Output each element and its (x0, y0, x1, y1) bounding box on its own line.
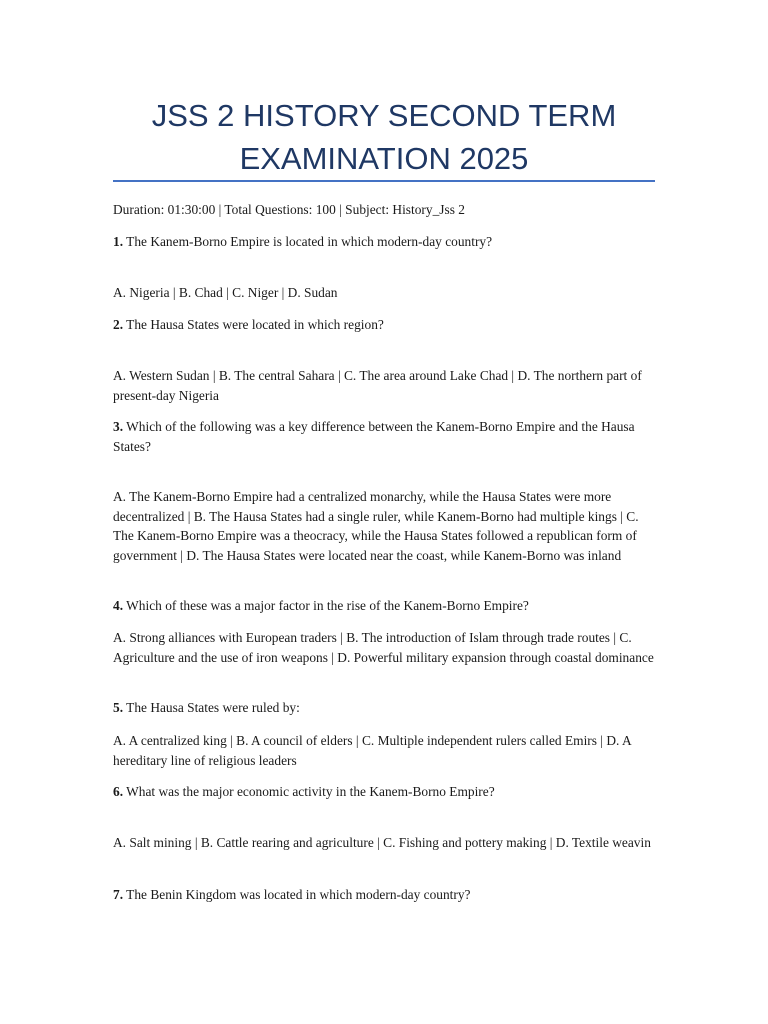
question-3-options: A. The Kanem-Borno Empire had a centralized monarchy, while the Hausa States were more decentralized | B. The Hausa States had a single ruler, while Kanem-Borno had multiple kings | C. The Kanem-Borno Empire was a theocracy, while the Hausa States followed a republican form of government | D. The Hausa States were located near the coast, while Kanem-Borno was inland (113, 489, 639, 563)
question-text: The Benin Kingdom was located in which modern-day country? (126, 887, 471, 902)
question-number: 4. (113, 598, 124, 613)
question-5-options: A. A centralized king | B. A council of elders | C. Multiple independent rulers called Emirs | D. A hereditary line of religious leaders (113, 733, 631, 768)
question-2 (113, 315, 658, 335)
question-number: 5. (113, 700, 124, 715)
question-text: Which of these was a major factor in the rise of the Kanem-Borno Empire? (126, 598, 529, 613)
question-4-options: A. Strong alliances with European traders | B. The introduction of Islam through trade routes | C. Agriculture and the use of iron weapons | D. Powerful military expansion through coastal dominance (113, 630, 654, 665)
question-1-options: A. Nigeria | B. Chad | C. Niger | D. Sudan (113, 285, 338, 300)
question-text: Which of the following was a key difference between the Kanem-Borno Empire and the Hausa States? (113, 419, 635, 454)
exam-meta: Duration: 01:30:00 | Total Questions: 100 | Subject: History_Jss 2 (113, 202, 465, 217)
title-line-1: JSS 2 HISTORY SECOND TERM (151, 98, 617, 133)
question-6 (113, 782, 658, 802)
question-6-options: A. Salt mining | B. Cattle rearing and agriculture | C. Fishing and pottery making | D. Textile weavin (113, 835, 651, 850)
question-number: 6. (113, 784, 124, 799)
question-text: The Hausa States were located in which region? (126, 317, 384, 332)
question-number: 7. (113, 887, 124, 902)
question-5 (113, 698, 658, 718)
question-2-options: A. Western Sudan | B. The central Sahara | C. The area around Lake Chad | D. The northern part of present-day Nigeria (113, 368, 642, 403)
title-line-2: EXAMINATION 2025 (239, 141, 529, 176)
question-4 (113, 596, 658, 616)
document-title (113, 94, 655, 180)
question-number: 1. (113, 234, 124, 249)
question-1 (113, 232, 658, 252)
question-text: The Kanem-Borno Empire is located in which modern-day country? (126, 234, 493, 249)
question-number: 3. (113, 419, 124, 434)
question-text: The Hausa States were ruled by: (126, 700, 300, 715)
question-3 (113, 417, 658, 456)
question-7 (113, 885, 658, 905)
question-number: 2. (113, 317, 124, 332)
title-divider (113, 180, 655, 182)
question-text: What was the major economic activity in the Kanem-Borno Empire? (126, 784, 495, 799)
